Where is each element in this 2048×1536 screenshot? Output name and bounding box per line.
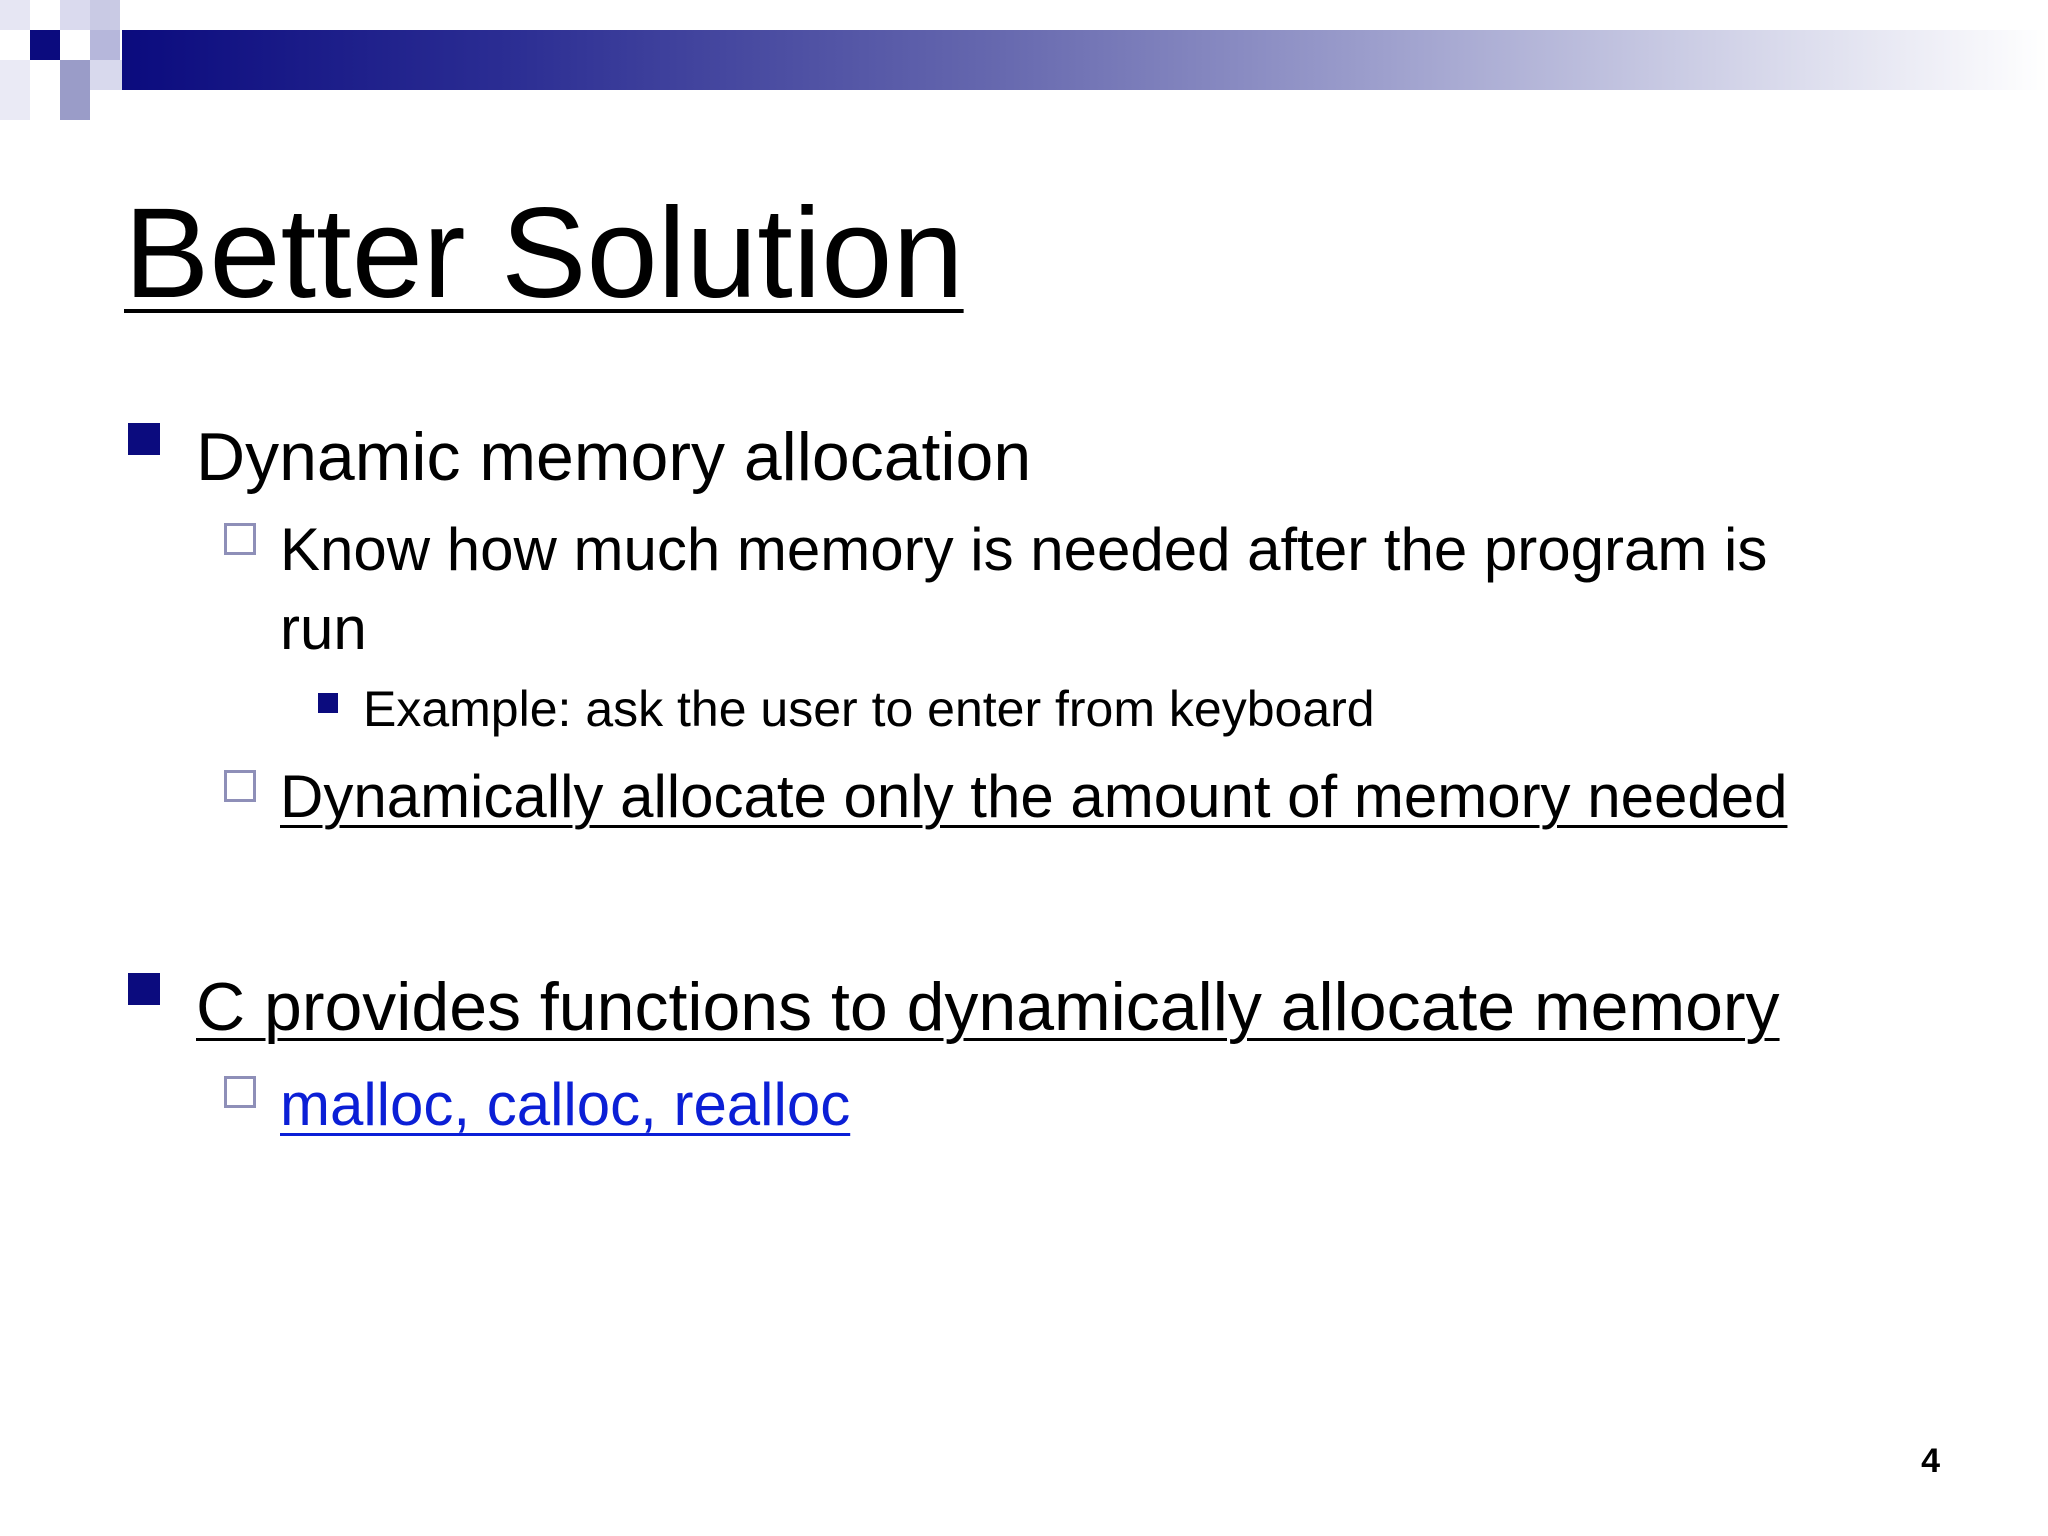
hollow-square-bullet-icon [224,523,256,555]
header-square-decoration [30,30,60,60]
filled-square-bullet-icon [128,423,160,455]
hollow-square-bullet-icon [224,1076,256,1108]
header-gradient-bar [122,30,2048,90]
bullet-text: C provides functions to dynamically allocate memory [196,969,1780,1045]
functions-link[interactable]: malloc, calloc, realloc [280,1071,851,1138]
page-number: 4 [1921,1442,1940,1480]
slide-title: Better Solution [124,182,964,325]
bullet-text: Dynamically allocate only the amount of memory needed [280,763,1788,830]
filled-square-bullet-icon [318,693,338,713]
hollow-square-bullet-icon [224,770,256,802]
header-square-decoration [0,0,30,30]
slide-header-decoration [0,0,2048,130]
bullet-text: Dynamic memory allocation [196,419,1032,495]
header-square-decoration [90,30,120,60]
header-square-decoration [60,60,90,120]
bullet-text: Example: ask the user to enter from keyboard [363,681,1375,737]
bullet-text: Know how much memory is needed after the program is run [280,516,1768,663]
header-square-decoration [60,0,90,30]
header-square-decoration [90,60,122,90]
filled-square-bullet-icon [128,973,160,1005]
header-square-decoration [90,0,120,30]
header-square-decoration [0,60,30,120]
